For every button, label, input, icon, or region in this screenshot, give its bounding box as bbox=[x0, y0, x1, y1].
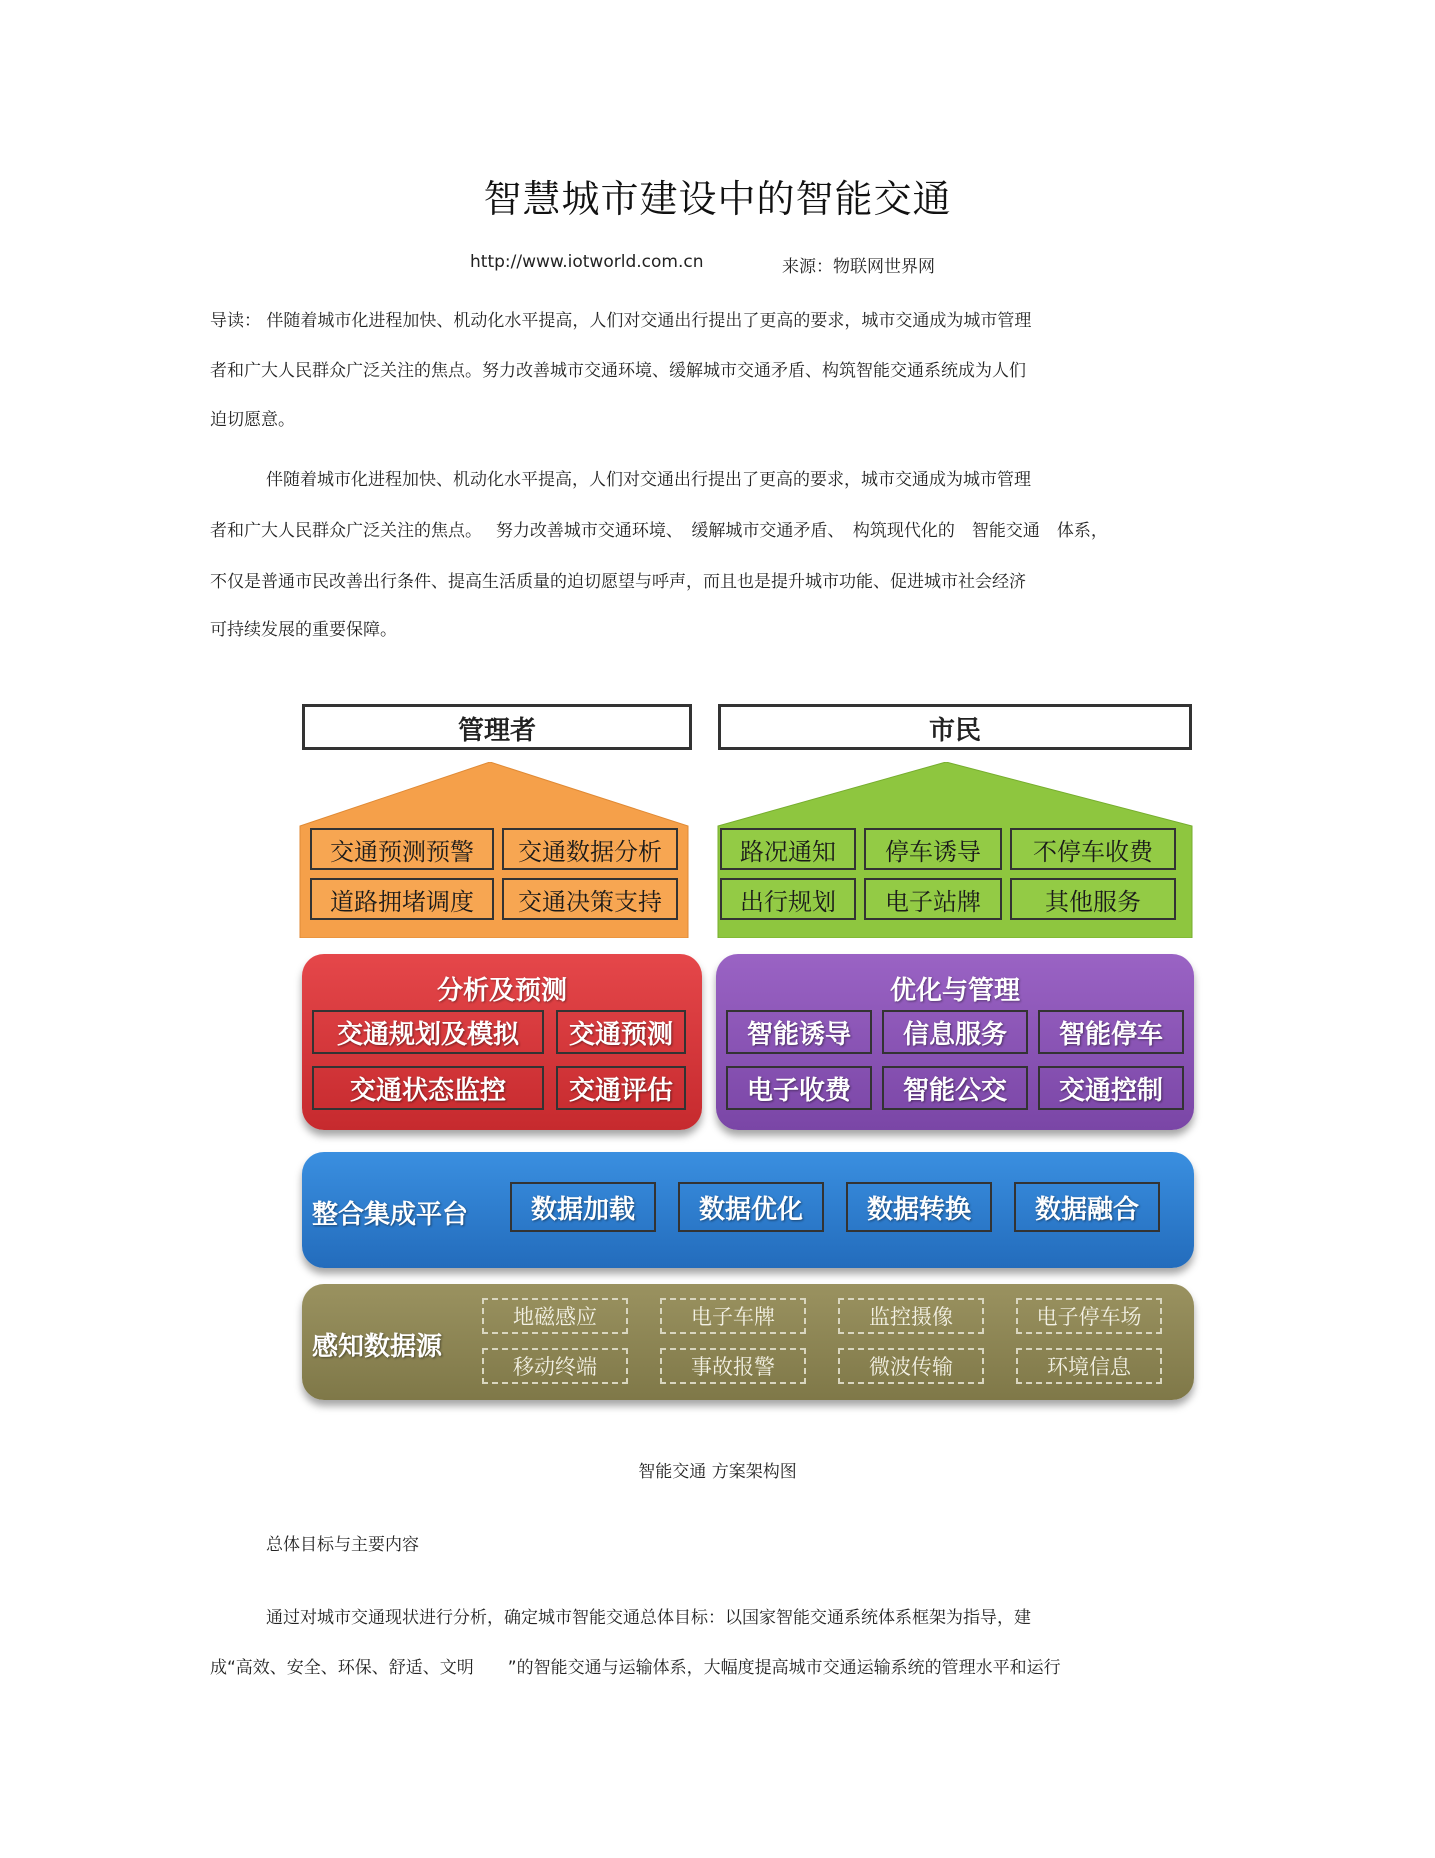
optimization-item: 电子收费 bbox=[726, 1066, 872, 1110]
analysis-item: 交通状态监控 bbox=[312, 1066, 544, 1110]
architecture-diagram bbox=[296, 692, 1196, 1392]
manager-header bbox=[302, 704, 692, 750]
sensing-item: 电子车牌 bbox=[660, 1298, 806, 1334]
sensing-item: 电子停车场 bbox=[1016, 1298, 1162, 1334]
integration-item: 数据加载 bbox=[510, 1182, 656, 1232]
manager-label: 管理者 bbox=[457, 716, 536, 746]
sensing-item: 微波传输 bbox=[838, 1348, 984, 1384]
citizen-header bbox=[718, 704, 1192, 750]
analysis-panel bbox=[302, 954, 702, 1130]
text-line: 导读： 伴随着城市化进程加快、机动化水平提高，人们对交通出行提出了更高的要求，城市交通成为城市管理 bbox=[210, 311, 1032, 331]
manager-item: 交通决策支持 bbox=[502, 878, 678, 920]
citizen-item: 其他服务 bbox=[1010, 878, 1176, 920]
analysis-title: 分析及预测 bbox=[436, 976, 567, 1006]
integration-item: 数据融合 bbox=[1014, 1182, 1160, 1232]
citizen-item: 电子站牌 bbox=[864, 878, 1002, 920]
integration-label: 整合集成平台 bbox=[312, 1200, 469, 1230]
optimization-item: 信息服务 bbox=[882, 1010, 1028, 1054]
citizen-label: 市民 bbox=[928, 716, 981, 746]
citizen-item: 出行规划 bbox=[720, 878, 856, 920]
citizen-item: 停车诱导 bbox=[864, 828, 1002, 870]
text-line: 不仅是普通市民改善出行条件、提高生活质量的迫切愿望与呼声，而且也是提升城市功能、促进城市社会经济 bbox=[210, 572, 1026, 592]
text-line: 者和广大人民群众广泛关注的焦点。努力改善城市交通环境、缓解城市交通矛盾、构筑智能交通系统成为人们 bbox=[210, 361, 1026, 381]
citizen-item: 路况通知 bbox=[720, 828, 856, 870]
text-line: 迫切愿意。 bbox=[210, 410, 295, 430]
analysis-item: 交通评估 bbox=[556, 1066, 686, 1110]
manager-item: 道路拥堵调度 bbox=[310, 878, 494, 920]
source-name: 来源：物联网世界网 bbox=[782, 257, 935, 277]
optimization-item: 交通控制 bbox=[1038, 1066, 1184, 1110]
optimization-panel bbox=[716, 954, 1194, 1130]
text-line: 可持续发展的重要保障。 bbox=[210, 620, 397, 640]
sensing-item: 移动终端 bbox=[482, 1348, 628, 1384]
text-line: 成“高效、安全、环保、舒适、文明 ”的智能交通与运输体系，大幅度提高城市交通运输系统的管理水平和运行 bbox=[210, 1658, 1061, 1678]
text-line: 通过对城市交通现状进行分析，确定城市智能交通总体目标：以国家智能交通系统体系框架为指导，建 bbox=[266, 1608, 1031, 1628]
sensing-item: 环境信息 bbox=[1016, 1348, 1162, 1384]
document-title: 智慧城市建设中的智能交通 bbox=[483, 177, 952, 221]
manager-item: 交通预测预警 bbox=[310, 828, 494, 870]
integration-item: 数据转换 bbox=[846, 1182, 992, 1232]
analysis-item: 交通规划及模拟 bbox=[312, 1010, 544, 1054]
sensing-label: 感知数据源 bbox=[312, 1332, 443, 1362]
section-heading: 总体目标与主要内容 bbox=[266, 1535, 419, 1555]
citizen-item: 不停车收费 bbox=[1010, 828, 1176, 870]
integration-band bbox=[302, 1152, 1194, 1268]
sensing-band bbox=[302, 1284, 1194, 1400]
figure-caption: 智能交通 方案架构图 bbox=[638, 1462, 797, 1482]
source-url: http://www.iotworld.com.cn bbox=[470, 252, 704, 272]
optimization-item: 智能停车 bbox=[1038, 1010, 1184, 1054]
sensing-item: 地磁感应 bbox=[482, 1298, 628, 1334]
optimization-title: 优化与管理 bbox=[889, 976, 1020, 1006]
sensing-item: 事故报警 bbox=[660, 1348, 806, 1384]
text-line: 伴随着城市化进程加快、机动化水平提高，人们对交通出行提出了更高的要求，城市交通成为城市管理 bbox=[266, 470, 1031, 490]
sensing-item: 监控摄像 bbox=[838, 1298, 984, 1334]
analysis-item: 交通预测 bbox=[556, 1010, 686, 1054]
manager-item: 交通数据分析 bbox=[502, 828, 678, 870]
text-line: 者和广大人民群众广泛关注的焦点。 努力改善城市交通环境、 缓解城市交通矛盾、 构筑现代化的 智能交通 体系， bbox=[210, 521, 1108, 541]
integration-item: 数据优化 bbox=[678, 1182, 824, 1232]
optimization-item: 智能公交 bbox=[882, 1066, 1028, 1110]
optimization-item: 智能诱导 bbox=[726, 1010, 872, 1054]
